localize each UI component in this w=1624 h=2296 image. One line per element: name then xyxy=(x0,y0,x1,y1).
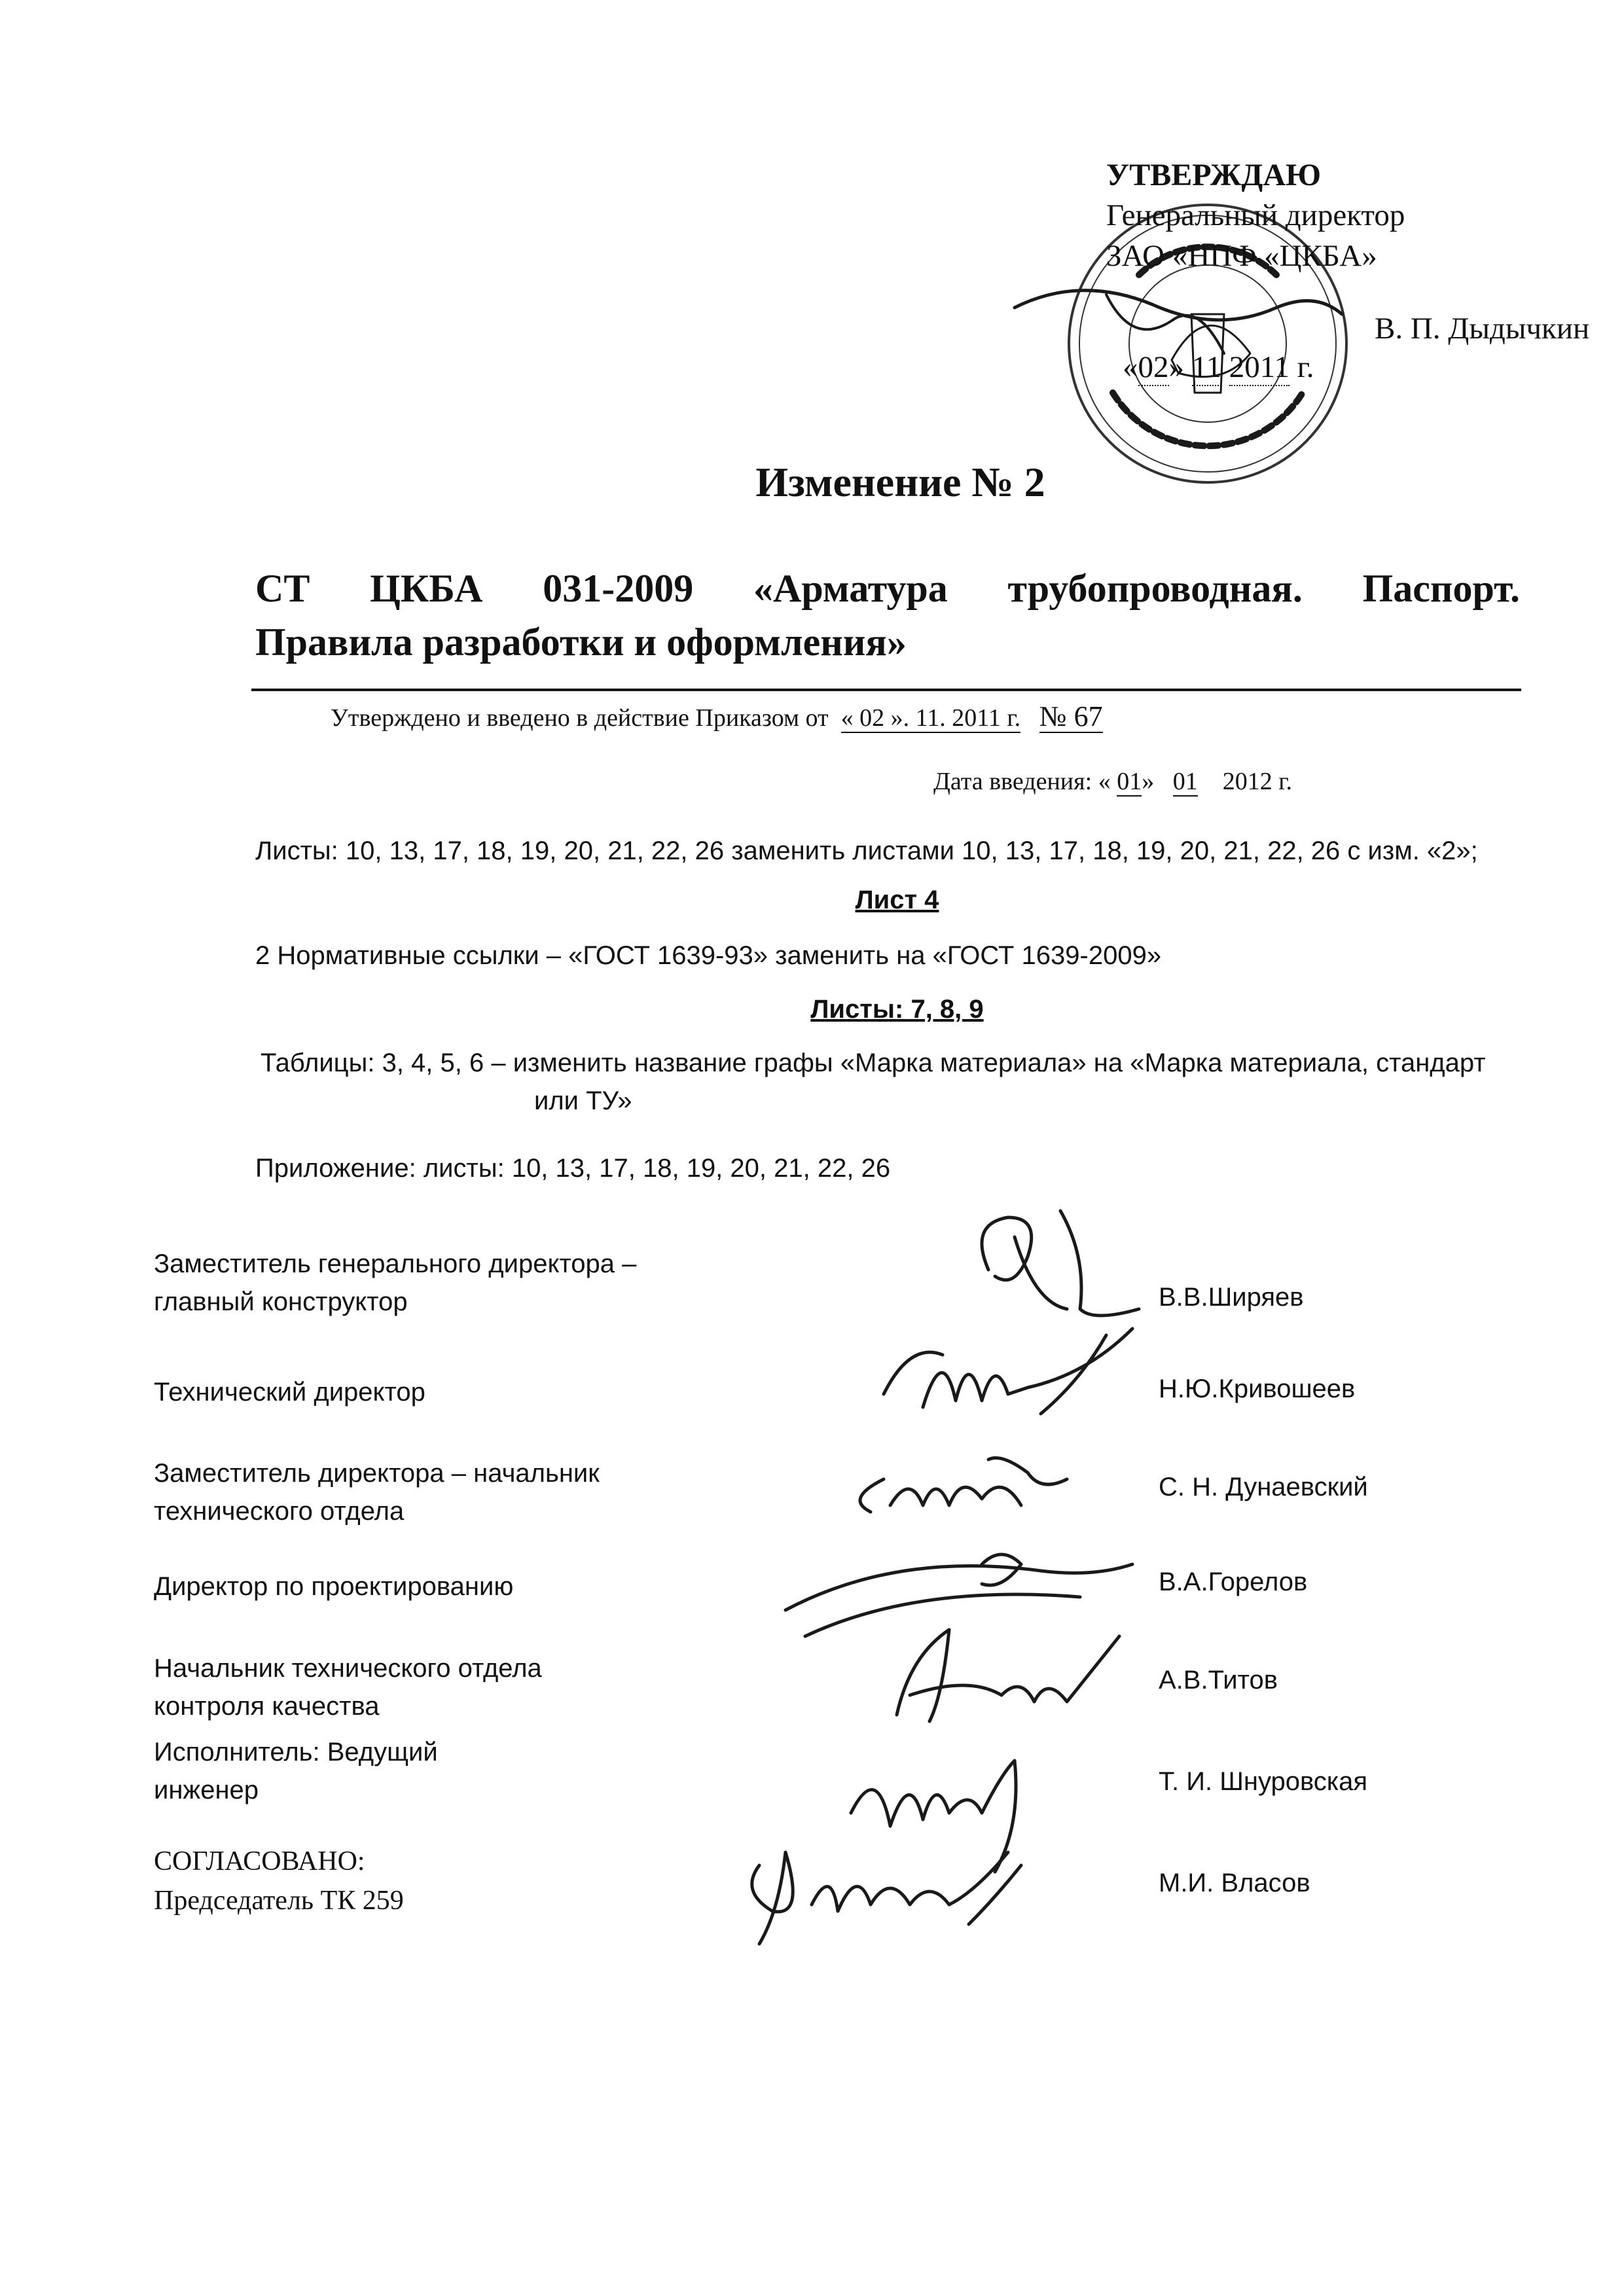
signature-vlasov xyxy=(733,1826,1047,1957)
signatory-name-6: Т. И. Шнуровская xyxy=(1159,1767,1368,1796)
approval-date-suffix: г. xyxy=(1297,350,1314,384)
approval-name: В. П. Дыдычкин xyxy=(1375,312,1590,346)
approval-date: «02» 11 2011 г. xyxy=(1123,350,1314,386)
change-title: Изменение № 2 xyxy=(755,459,1045,505)
sheet-4-heading: Лист 4 xyxy=(855,886,939,914)
attachment-line: Приложение: листы: 10, 13, 17, 18, 19, 20, 21, 22, 26 xyxy=(255,1154,891,1183)
sheets-7-8-9-heading: Листы: 7, 8, 9 xyxy=(810,995,984,1024)
title-divider xyxy=(251,689,1521,691)
agreed-position: Председатель ТК 259 xyxy=(154,1886,404,1916)
document-title-line-1: СТ ЦКБА 031-2009 «Арматура трубопроводная. Паспорт. xyxy=(255,567,1520,610)
signatory-name-3: С. Н. Дунаевский xyxy=(1159,1473,1368,1501)
approval-title: УТВЕРЖДАЮ xyxy=(1106,158,1322,192)
signatory-name-2: Н.Ю.Кривошеев xyxy=(1159,1374,1356,1403)
signature-titov xyxy=(871,1617,1132,1748)
signatory-name-4: В.А.Горелов xyxy=(1159,1568,1308,1596)
order-date: « 02 ». 11. 2011 г. xyxy=(840,704,1021,732)
signatory-position-4: Директор по проектированию xyxy=(154,1572,514,1601)
order-prefix: Утверждено и введено в действие Приказом от xyxy=(331,704,829,732)
signatory-position-2: Технический директор xyxy=(154,1378,425,1407)
approval-organization: ЗАО «НПФ «ЦКБА» xyxy=(1106,239,1377,273)
introduction-date-label: Дата введения: xyxy=(933,768,1092,795)
agreed-name: М.И. Власов xyxy=(1159,1869,1310,1897)
introduction-date-year: 2012 г. xyxy=(1222,768,1292,795)
approval-position: Генеральный директор xyxy=(1106,198,1405,232)
signatory-name-1: В.В.Ширяев xyxy=(1159,1283,1304,1312)
sheets-replace-text: Листы: 10, 13, 17, 18, 19, 20, 21, 22, 26 заменить листами 10, 13, 17, 18, 19, 20, 21, 22, 26 с изм. «2»; xyxy=(255,836,1478,865)
signatory-position-1: Заместитель генерального директора – главный конструктор xyxy=(154,1249,637,1316)
order-number: № 67 xyxy=(1039,700,1103,732)
tables-change-line-1: Таблицы: 3, 4, 5, 6 – изменить название графы «Марка материала» на «Марка материала, стандарт xyxy=(261,1049,1486,1077)
order-line xyxy=(331,702,1103,733)
normative-references-change: 2 Нормативные ссылки – «ГОСТ 1639-93» заменить на «ГОСТ 1639-2009» xyxy=(255,941,1162,970)
approval-date-month: 11 xyxy=(1192,350,1221,386)
signatory-position-3: Заместитель директора – начальник технического отдела xyxy=(154,1459,600,1526)
introduction-date-month: 01 xyxy=(1172,768,1198,795)
director-signature xyxy=(1001,268,1368,412)
tables-change-line-2: или ТУ» xyxy=(534,1086,632,1115)
signatory-position-6: Исполнитель: Ведущий инженер xyxy=(154,1738,438,1804)
approval-date-year: 2011 xyxy=(1229,350,1290,386)
document-title xyxy=(255,562,1520,669)
agreed-label: СОГЛАСОВАНО: xyxy=(154,1846,365,1876)
introduction-date: Дата введения: « 01» 01 2012 г. xyxy=(933,768,1292,795)
introduction-date-day: 01 xyxy=(1117,768,1142,795)
document-title-line-2: Правила разработки и оформления» xyxy=(255,620,907,664)
signature-krivosheev xyxy=(871,1316,1146,1446)
signatory-position-5: Начальник технического отдела контроля качества xyxy=(154,1654,542,1721)
signatory-name-5: А.В.Титов xyxy=(1159,1666,1278,1695)
approval-date-day: 02 xyxy=(1138,350,1169,386)
